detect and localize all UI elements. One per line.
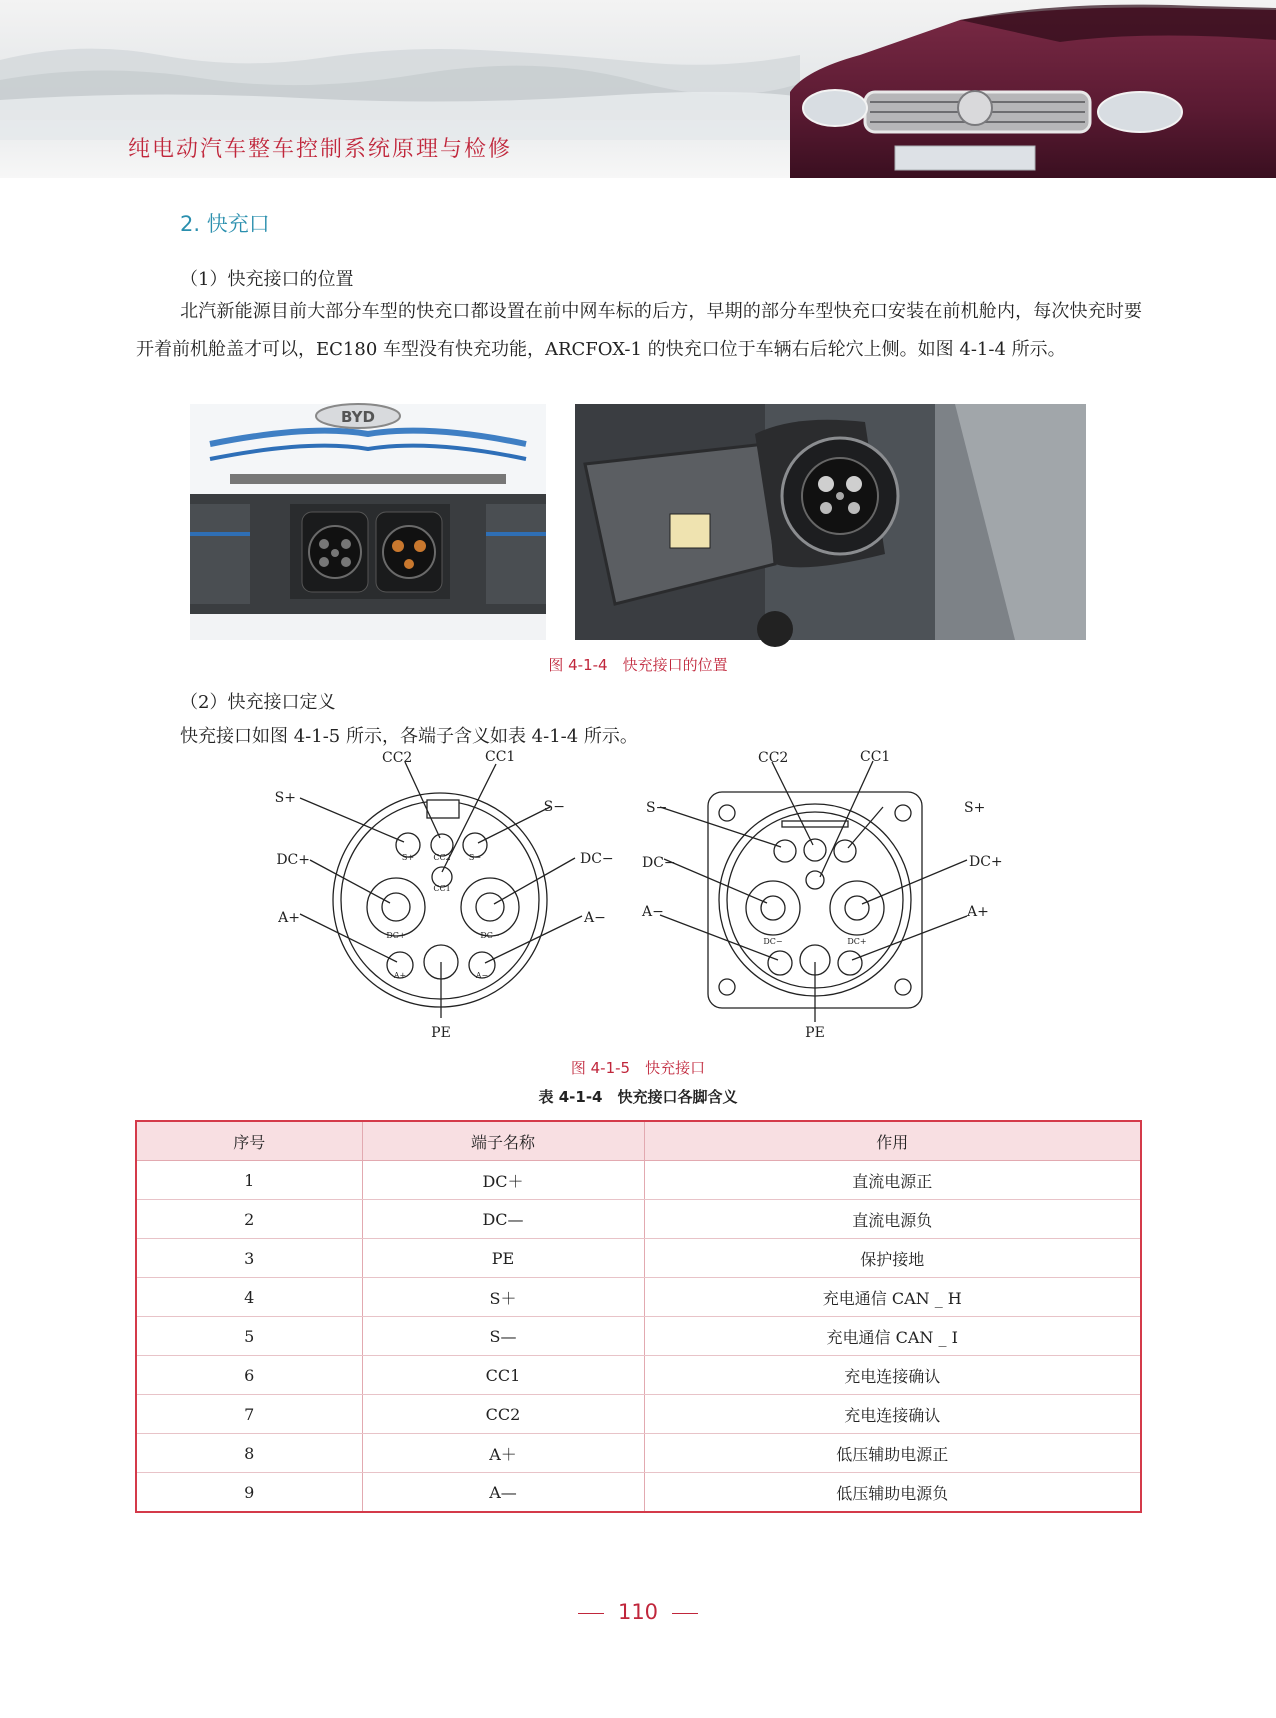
diagram-vehicle-inlet — [260, 749, 614, 1050]
subsection-title-1: （1）快充接口的位置 — [180, 269, 354, 290]
cell-terminal: DC— — [362, 1200, 644, 1239]
paragraph-1 — [136, 293, 1142, 369]
cell-terminal: PE — [362, 1239, 644, 1278]
diagram-charging-connector — [640, 749, 1003, 1050]
pin-label-sminus: S− — [468, 853, 482, 862]
pin-r-dcminus — [746, 881, 800, 935]
pin-label-aminus: A− — [475, 971, 489, 980]
table-row — [136, 1317, 1141, 1356]
cell-index: 1 — [136, 1161, 362, 1200]
pin-label-cc2: CC2 — [433, 853, 451, 862]
figure-caption-4-1-5: 图 4-1-5 快充接口 — [570, 1059, 706, 1077]
label-dcplus: DC+ — [276, 852, 310, 868]
cell-function: 充电通信 CAN _ I — [644, 1317, 1141, 1356]
label-r-splus: S+ — [964, 800, 986, 816]
cell-terminal: CC2 — [362, 1395, 644, 1434]
pin-r-aplus — [838, 951, 862, 975]
pin-label-dcplus: DC+ — [386, 931, 406, 940]
paragraph-2: 快充接口如图 4-1-5 所示，各端子含义如表 4-1-4 所示。 — [180, 726, 638, 747]
cell-terminal: DC＋ — [362, 1161, 644, 1200]
cell-function: 充电连接确认 — [644, 1356, 1141, 1395]
cell-index: 2 — [136, 1200, 362, 1239]
label-sminus: S− — [543, 799, 565, 815]
label-r-pe: PE — [805, 1025, 825, 1041]
cell-terminal: A＋ — [362, 1434, 644, 1473]
pin-r-label-dcminus: DC− — [763, 937, 783, 946]
photo-arcfox-charging-port — [575, 404, 1086, 640]
label-splus: S+ — [274, 790, 296, 806]
pin-label-splus: S+ — [401, 853, 415, 862]
byd-logo: BYD — [341, 408, 375, 426]
cell-index: 4 — [136, 1278, 362, 1317]
col-header-index: 序号 — [136, 1121, 362, 1161]
label-r-sminus: S− — [646, 800, 668, 816]
label-dcminus: DC− — [580, 851, 614, 867]
label-aplus: A+ — [278, 910, 300, 926]
cell-index: 5 — [136, 1317, 362, 1356]
page-number — [0, 1600, 1276, 1624]
cell-function: 低压辅助电源正 — [644, 1434, 1141, 1473]
section-title: 2. 快充口 — [180, 212, 270, 236]
cell-index: 8 — [136, 1434, 362, 1473]
label-cc2: CC2 — [382, 750, 413, 766]
table-title: 表 4-1-4 快充接口各脚含义 — [538, 1088, 738, 1106]
cell-function: 保护接地 — [644, 1239, 1141, 1278]
pin-r-dcplus — [830, 881, 884, 935]
pin-r-sminus — [774, 840, 796, 862]
pin-label-dcminus: DC− — [480, 931, 500, 940]
cell-function: 直流电源负 — [644, 1200, 1141, 1239]
col-header-terminal: 端子名称 — [362, 1121, 644, 1161]
cell-index: 6 — [136, 1356, 362, 1395]
label-r-aplus: A+ — [967, 904, 989, 920]
pin-r-aminus — [768, 951, 792, 975]
pin-r-cc2 — [804, 839, 826, 861]
pin-r-label-dcplus: DC+ — [847, 937, 867, 946]
pin-definition-table — [135, 1120, 1142, 1513]
cell-terminal: A— — [362, 1473, 644, 1513]
photo-byd-charging-port — [190, 404, 546, 640]
page-header — [0, 0, 1276, 178]
table-row — [136, 1239, 1141, 1278]
table-row — [136, 1434, 1141, 1473]
label-r-dcminus: DC− — [642, 855, 676, 871]
pin-dcplus — [367, 878, 425, 936]
cell-function: 直流电源正 — [644, 1161, 1141, 1200]
table-row — [136, 1473, 1141, 1513]
table-row — [136, 1200, 1141, 1239]
label-r-cc1: CC1 — [860, 749, 891, 765]
paragraph-1-text: 北汽新能源目前大部分车型的快充口都设置在前中网车标的后方，早期的部分车型快充口安装在前机舱内，每次快充时要开着前机舱盖才可以，EC180 车型没有快充功能，ARCFOX-1 的快充口位于车辆右后轮穴上侧。如图 4-1-4 所示。 — [136, 301, 1142, 360]
table-row — [136, 1356, 1141, 1395]
cell-function: 充电通信 CAN _ H — [644, 1278, 1141, 1317]
cell-function: 低压辅助电源负 — [644, 1473, 1141, 1513]
label-r-cc2: CC2 — [758, 750, 789, 766]
table-row — [136, 1395, 1141, 1434]
cell-terminal: CC1 — [362, 1356, 644, 1395]
cell-terminal: S— — [362, 1317, 644, 1356]
pin-label-cc1: CC1 — [433, 884, 451, 893]
page-number-text: 110 — [617, 1600, 659, 1624]
pin-label-aplus: A+ — [393, 971, 407, 980]
subsection-title-2: （2）快充接口定义 — [180, 692, 336, 713]
cell-index: 9 — [136, 1473, 362, 1513]
label-pe: PE — [431, 1025, 451, 1041]
cell-function: 充电连接确认 — [644, 1395, 1141, 1434]
col-header-function: 作用 — [644, 1121, 1141, 1161]
label-r-aminus: A− — [642, 904, 664, 920]
pin-dcminus — [461, 878, 519, 936]
cell-index: 7 — [136, 1395, 362, 1434]
label-cc1: CC1 — [485, 749, 516, 765]
header-title: 纯电动汽车整车控制系统原理与检修 — [128, 137, 513, 162]
label-aminus: A− — [584, 910, 606, 926]
table-header-row — [136, 1121, 1141, 1161]
cell-terminal: S＋ — [362, 1278, 644, 1317]
figure-caption-4-1-4: 图 4-1-4 快充接口的位置 — [548, 656, 728, 674]
table-row — [136, 1161, 1141, 1200]
label-r-dcplus: DC+ — [969, 854, 1003, 870]
table-row — [136, 1278, 1141, 1317]
cell-index: 3 — [136, 1239, 362, 1278]
